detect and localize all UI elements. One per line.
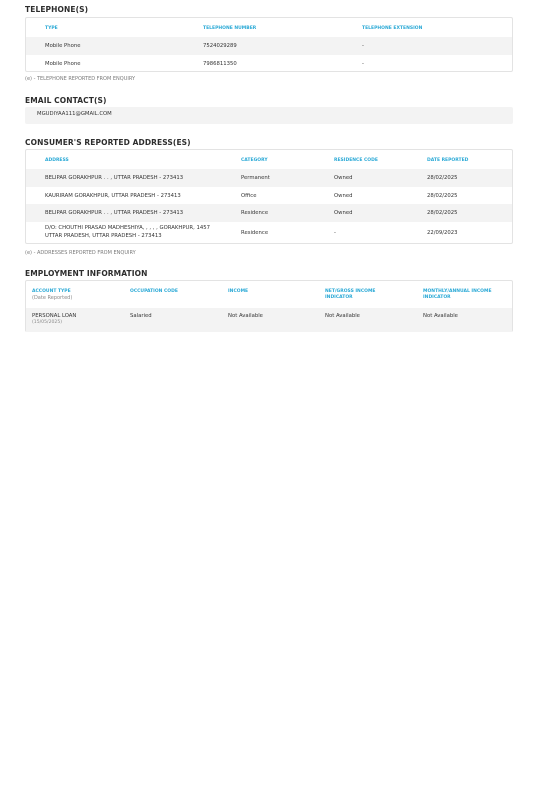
- col-account-type-header: [32, 289, 72, 301]
- table-row: [26, 204, 512, 222]
- phone-number: 7524029289: [203, 43, 237, 49]
- address-text: KAURIRAM GORAKHPUR, UTTAR PRADESH - 273413: [45, 193, 181, 199]
- table-row: [26, 187, 512, 204]
- email-title: EMAIL CONTACT(S): [25, 96, 107, 105]
- account-type-value: PERSONAL LOAN: [32, 313, 77, 319]
- email-row: [25, 107, 513, 124]
- col-extension-header: TELEPHONE EXTENSION: [362, 26, 423, 31]
- address-category: Residence: [241, 210, 269, 216]
- address-residence-code: Owned: [334, 193, 353, 199]
- income-value: Not Available: [228, 313, 263, 319]
- table-row: [26, 37, 512, 55]
- col-occupation-header: OCCUPATION CODE: [130, 289, 178, 294]
- phone-number: 7986811350: [203, 61, 237, 67]
- account-type-label: ACCOUNT TYPE: [32, 289, 71, 294]
- address-date: 28/02/2025: [427, 193, 458, 199]
- email-value: MGUDIYAA111@GMAIL.COM: [37, 111, 112, 117]
- address-category: Residence: [241, 230, 269, 236]
- col-net-gross-header: NET/GROSS INCOME INDICATOR: [325, 289, 376, 300]
- col-number-header: TELEPHONE NUMBER: [203, 26, 257, 31]
- table-row: [26, 308, 512, 332]
- address-category: Office: [241, 193, 257, 199]
- addresses-table: [25, 149, 513, 244]
- col-category-header: CATEGORY: [241, 158, 268, 163]
- address-text: BELIPAR GORAKHPUR . . , UTTAR PRADESH - 273413: [45, 210, 184, 216]
- col-income-header: INCOME: [228, 289, 249, 294]
- address-residence-code: Owned: [334, 175, 353, 181]
- monthly-annual-value: Not Available: [423, 313, 458, 319]
- table-row: [26, 222, 512, 244]
- table-row: [26, 169, 512, 187]
- employment-account-type: [32, 312, 76, 326]
- phone-type: Mobile Phone: [45, 61, 81, 67]
- occupation-value: Salaried: [130, 313, 152, 319]
- col-address-header: ADDRESS: [45, 158, 69, 163]
- date-reported-label: (Date Reported): [32, 295, 73, 301]
- phone-extension: -: [362, 61, 364, 67]
- address-date: 22/09/2023: [427, 230, 458, 236]
- telephones-title: TELEPHONE(S): [25, 5, 89, 14]
- col-type-header: TYPE: [45, 26, 58, 31]
- address-date: 28/02/2025: [427, 210, 458, 216]
- employment-header: [26, 281, 512, 308]
- net-gross-value: Not Available: [325, 313, 360, 319]
- employment-table: [25, 280, 513, 332]
- addresses-header: [26, 150, 512, 169]
- address-text: BELIPAR GORAKHPUR . . , UTTAR PRADESH - 273413: [45, 175, 184, 181]
- col-residence-header: RESIDENCE CODE: [334, 158, 378, 163]
- phone-type: Mobile Phone: [45, 43, 81, 49]
- table-row: [26, 55, 512, 72]
- col-date-header: DATE REPORTED: [427, 158, 469, 163]
- addresses-note: (e) - ADDRESSES REPORTED FROM ENQUIRY: [25, 250, 136, 256]
- telephones-table: [25, 17, 513, 72]
- telephones-note: (e) - TELEPHONE REPORTED FROM ENQUIRY: [25, 76, 136, 82]
- col-monthly-annual-header: MONTHLY/ANNUAL INCOME INDICATOR: [423, 289, 492, 300]
- address-date: 28/02/2025: [427, 175, 458, 181]
- date-reported-value: (15/05/2025): [32, 320, 63, 325]
- phone-extension: -: [362, 43, 364, 49]
- addresses-title: CONSUMER'S REPORTED ADDRESS(ES): [25, 138, 191, 147]
- address-text: D/O: CHOUTHI PRASAD MADHESHIYA, , , , , GORAKHPUR, 1457 UTTAR PRADESH, UTTAR PRADESH - 273413: [45, 225, 210, 239]
- address-residence-code: Owned: [334, 210, 353, 216]
- address-category: Permanent: [241, 175, 270, 181]
- employment-title: EMPLOYMENT INFORMATION: [25, 269, 148, 278]
- telephones-header: [26, 18, 512, 37]
- address-residence-code: -: [334, 230, 336, 236]
